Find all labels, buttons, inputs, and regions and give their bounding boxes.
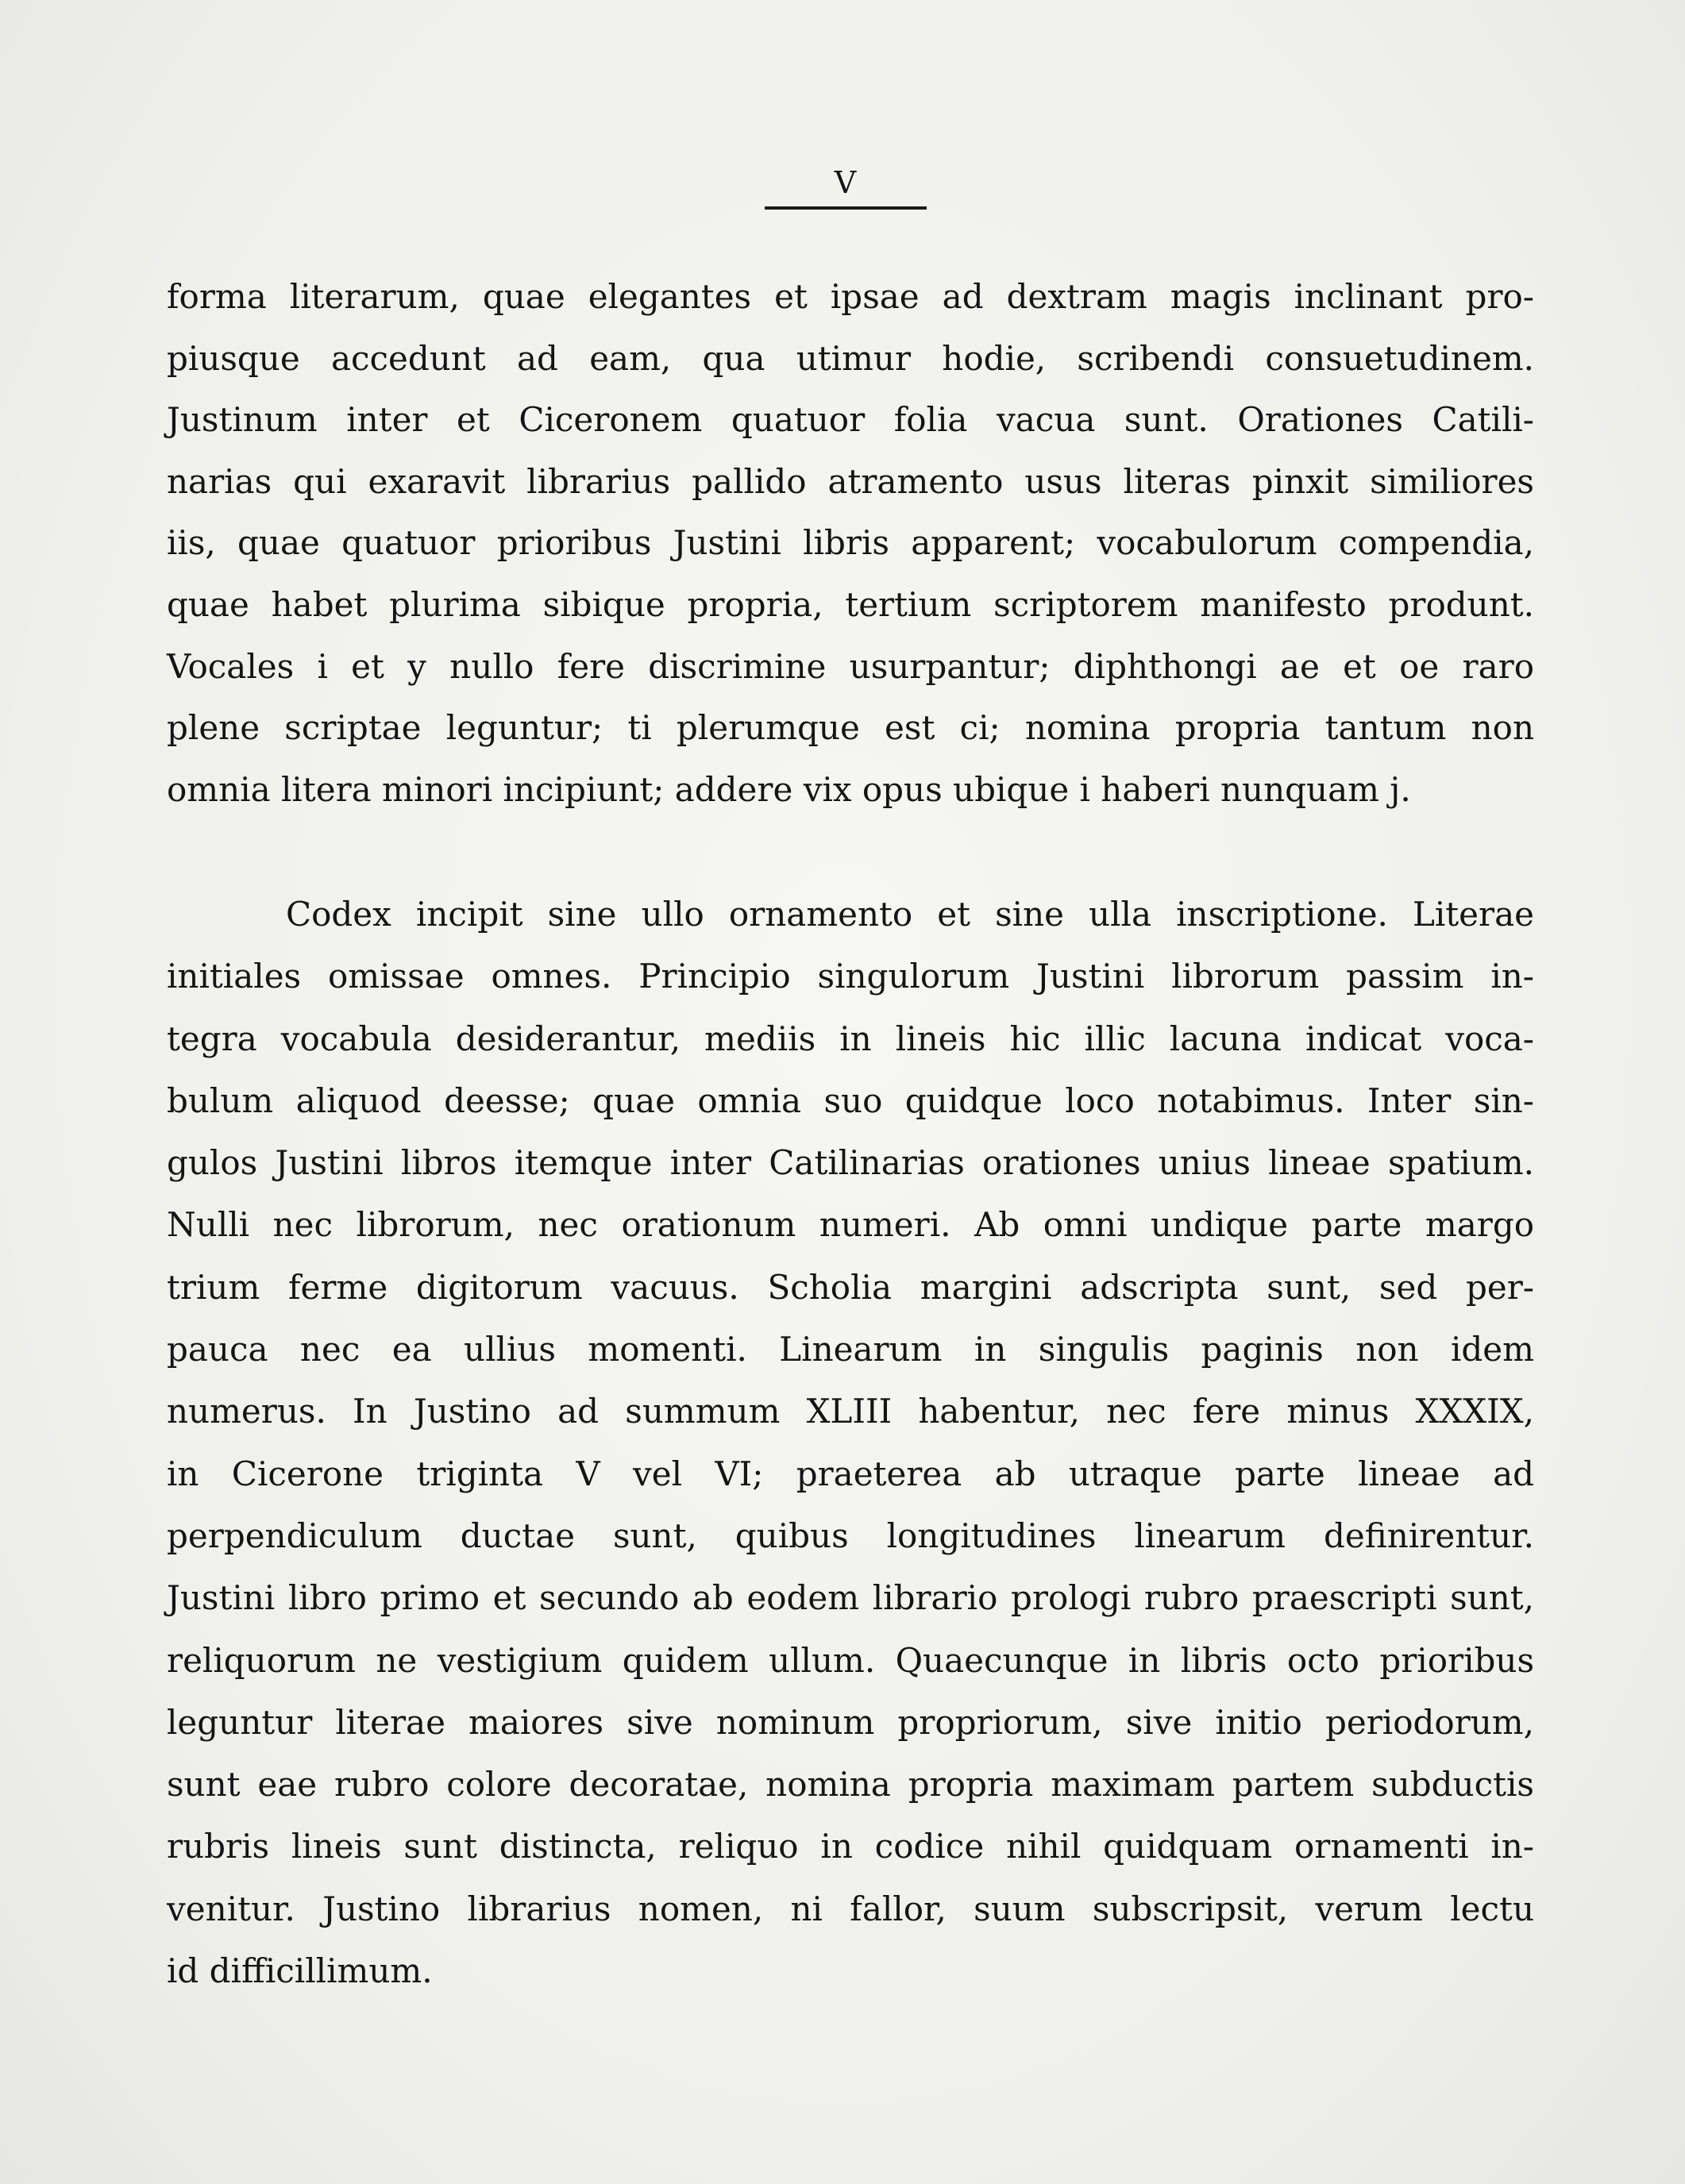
paragraph-1: [167, 266, 1534, 820]
text-line: Nulli nec librorum, nec orationum numeri. Ab omni undique parte margo: [167, 1205, 1534, 1245]
text-line: id difficillimum.: [167, 1951, 433, 1991]
text-line: Vocales i et y nullo fere discrimine usurpantur; diphthongi ae et oe raro: [167, 646, 1534, 686]
text-line: Justini libro primo et secundo ab eodem librario prologi rubro praescripti sunt,: [167, 1578, 1534, 1618]
text-line: Codex incipit sine ullo ornamento et sine ulla inscriptione. Literae: [286, 895, 1534, 934]
text-line: gulos Justini libros itemque inter Catilinarias orationes unius lineae spatium.: [167, 1143, 1534, 1183]
text-line: reliquorum ne vestigium quidem ullum. Quaecunque in libris octo prioribus: [167, 1640, 1534, 1680]
page-header: [762, 165, 929, 210]
text-line: iis, quae quatuor prioribus Justini libris apparent; vocabulorum compendia,: [167, 523, 1534, 563]
text-line: perpendiculum ductae sunt, quibus longitudines linearum definirentur.: [167, 1516, 1534, 1555]
text-line: venitur. Justino librarius nomen, ni fallor, suum subscripsit, verum lectu: [167, 1889, 1534, 1928]
text-line: narias qui exaravit librarius pallido atramento usus literas pinxit similiores: [167, 461, 1534, 501]
text-line: trium ferme digitorum vacuus. Scholia margini adscripta sunt, sed per-: [167, 1267, 1534, 1307]
text-line: initiales omissae omnes. Principio singulorum Justini librorum passim in-: [167, 957, 1534, 996]
text-line: pauca nec ea ullius momenti. Linearum in singulis paginis non idem: [167, 1330, 1534, 1369]
text-line: piusque accedunt ad eam, qua utimur hodie, scribendi consuetudinem.: [167, 338, 1534, 378]
text-line: forma literarum, quae elegantes et ipsae ad dextram magis inclinant pro-: [167, 277, 1534, 316]
text-line: quae habet plurima sibique propria, tertium scriptorem manifesto produnt.: [167, 584, 1534, 624]
text-line: omnia litera minori incipiunt; addere vix opus ubique i haberi nunquam j.: [167, 769, 1411, 809]
header-rule: [765, 206, 927, 210]
text-line: rubris lineis sunt distincta, reliquo in codice nihil quidquam ornamenti in-: [167, 1827, 1534, 1866]
text-line: sunt eae rubro colore decoratae, nomina propria maximam partem subductis: [167, 1765, 1534, 1805]
text-line: tegra vocabula desiderantur, mediis in lineis hic illic lacuna indicat voca-: [167, 1019, 1534, 1058]
text-line: bulum aliquod deesse; quae omnia suo quidque loco notabimus. Inter sin-: [167, 1080, 1534, 1120]
text-line: plene scriptae leguntur; ti plerumque est ci; nomina propria tantum non: [167, 708, 1534, 748]
paragraph-2: [167, 884, 1534, 2002]
text-line: numerus. In Justino ad summum XLIII habentur, nec fere minus XXXIX,: [167, 1392, 1534, 1431]
text-line: leguntur literae maiores sive nominum propriorum, sive initio periodorum,: [167, 1702, 1534, 1742]
text-line: Justinum inter et Ciceronem quatuor folia vacua sunt. Orationes Catili-: [167, 400, 1534, 440]
text-line: in Cicerone triginta V vel VI; praeterea ab utraque parte lineae ad: [167, 1454, 1534, 1493]
page-number: V: [834, 165, 858, 200]
